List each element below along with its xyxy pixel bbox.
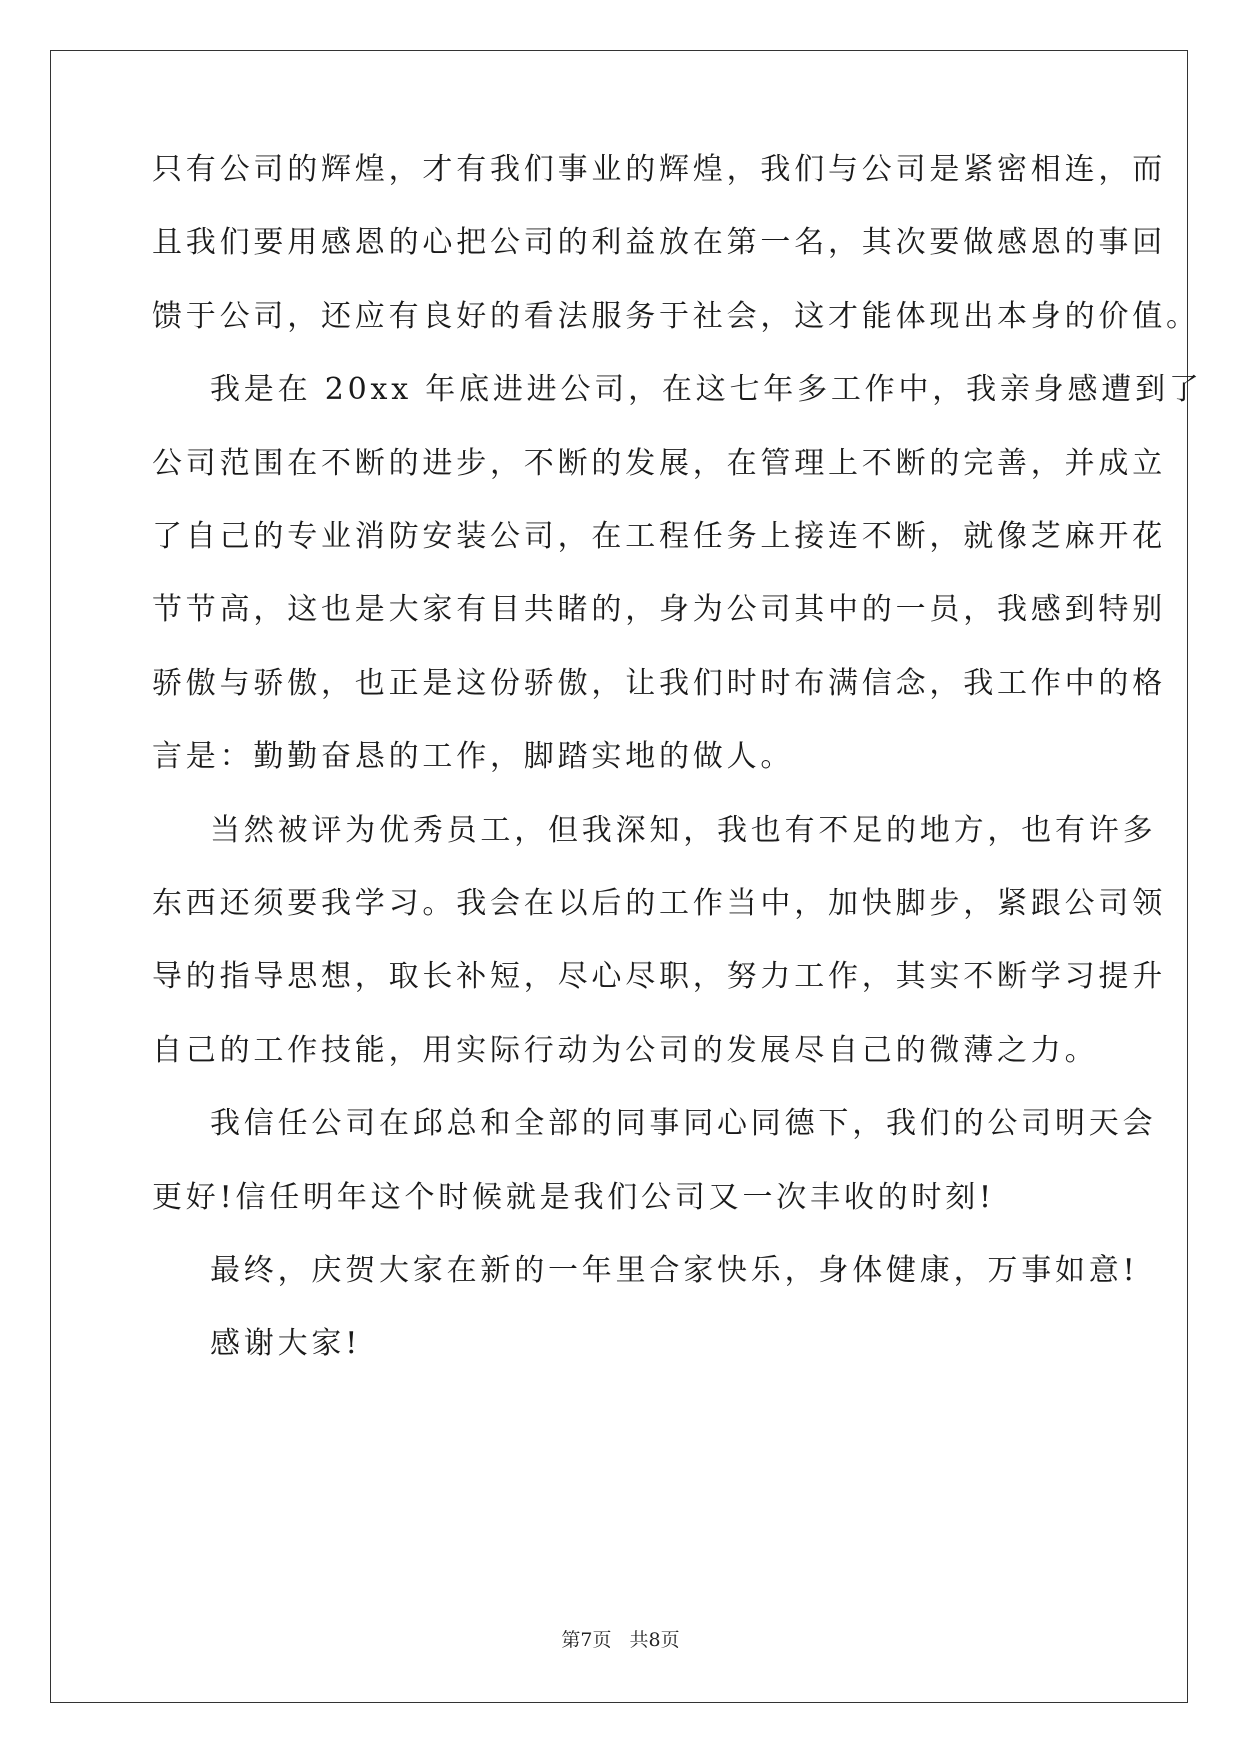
text-line: 言是：勤勤奋恳的工作，脚踏实地的做人。 [152, 739, 795, 775]
paragraph-first-line: 最终，庆贺大家在新的一年里合家快乐，身体健康，万事如意! [210, 1253, 1139, 1288]
paragraph-first-line: 当然被评为优秀员工，但我深知，我也有不足的地方，也有许多 [210, 812, 1157, 848]
text-line: 只有公司的辉煌，才有我们事业的辉煌，我们与公司是紧密相连，而 [152, 152, 1166, 187]
text-line: 东西还须要我学习。我会在以后的工作当中，加快脚步，紧跟公司领 [152, 886, 1166, 921]
text-line: 节节高，这也是大家有目共睹的，身为公司其中的一员，我感到特别 [152, 592, 1166, 628]
paragraph-first-line: 我是在 20xx 年底进进公司，在这七年多工作中，我亲身感遭到了 [210, 372, 1203, 408]
page-total: 共8页 [629, 1629, 680, 1651]
page-footer [0, 1628, 1241, 1652]
text-line: 公司范围在不断的进步，不断的发展，在管理上不断的完善，并成立 [152, 445, 1166, 481]
text-line: 骄傲与骄傲，也正是这份骄傲，让我们时时布满信念，我工作中的格 [152, 665, 1166, 701]
text-line: 馈于公司，还应有良好的看法服务于社会，这才能体现出本身的价值。 [152, 298, 1200, 334]
text-line: 自己的工作技能，用实际行动为公司的发展尽自己的微薄之力。 [152, 1032, 1099, 1068]
paragraph-first-line: 感谢大家! [210, 1326, 362, 1362]
text-line: 了自己的专业消防安装公司，在工程任务上接连不断，就像芝麻开花 [152, 519, 1166, 554]
text-line: 且我们要用感恩的心把公司的利益放在第一名，其次要做感恩的事回 [152, 225, 1166, 261]
page-border [50, 50, 1188, 1703]
text-line: 更好!信任明年这个时候就是我们公司又一次丰收的时刻! [152, 1179, 995, 1215]
page-number: 第7页 [561, 1629, 612, 1651]
text-line: 导的指导思想，取长补短，尽心尽职，努力工作，其实不断学习提升 [152, 959, 1166, 995]
paragraph-first-line: 我信任公司在邱总和全部的同事同心同德下，我们的公司明天会 [210, 1106, 1157, 1142]
